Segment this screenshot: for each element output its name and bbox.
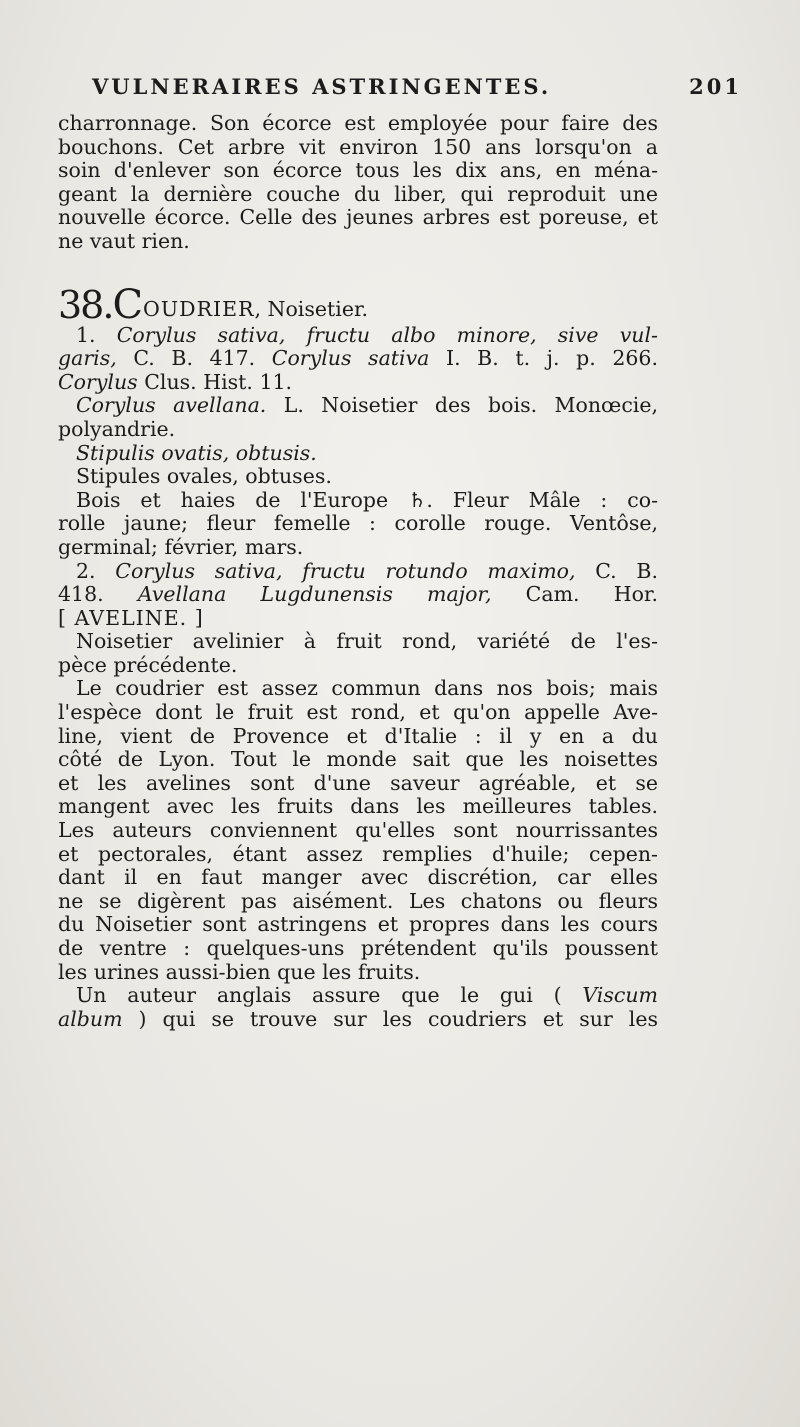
body-text	[58, 112, 658, 1031]
citation: C. B.	[575, 558, 658, 583]
text-span: ) qui se trouve sur les coudriers et sur les	[122, 1006, 658, 1031]
entry-number: 2.	[76, 558, 96, 583]
entry-line: rolle jaune; fleur femelle : corolle rouge. Ventôse,	[58, 511, 658, 536]
text-line: dant il en faut manger avec discrétion, car elles	[58, 865, 658, 890]
text-line: Les auteurs conviennent qu'elles sont nourrissantes	[58, 818, 658, 843]
citation: Clus. Hist. 11.	[137, 369, 293, 394]
text-line: bouchons. Cet arbre vit environ 150 ans lorsqu'on a	[58, 134, 658, 159]
text-line: nouvelle écorce. Celle des jeunes arbres est poreuse, et	[58, 205, 658, 230]
latin-name: garis,	[58, 346, 117, 371]
page-number: 201	[689, 74, 742, 99]
section-number: 38.	[58, 282, 113, 327]
entry-line: Bois et haies de l'Europe ♄. Fleur Mâle : co-	[76, 487, 658, 512]
entry-line	[58, 347, 658, 371]
entry-line	[58, 560, 658, 584]
text-line: les urines aussi-bien que les fruits.	[58, 959, 421, 984]
entry-line: germinal; février, mars.	[58, 534, 304, 559]
text-line: et les avelines sont d'une saveur agréable, et se	[58, 770, 658, 795]
section-name: OUDRIER	[143, 296, 255, 321]
text-line: line, vient de Provence et d'Italie : il y en a du	[58, 723, 658, 748]
section-initial: C	[112, 281, 144, 328]
text-line: Le coudrier est assez commun dans nos bois; mais	[76, 676, 658, 701]
latin-name: Corylus avellana.	[76, 393, 267, 418]
citation: 418.	[58, 582, 104, 607]
text-line: l'espèce dont le fruit est rond, et qu'on appelle Ave-	[58, 700, 658, 725]
text-line: geant la dernière couche du liber, qui reproduit une	[58, 181, 658, 206]
text-span: Un auteur anglais assure que le gui (	[76, 983, 583, 1008]
entry-line	[58, 583, 658, 607]
latin-name: Viscum	[582, 983, 658, 1008]
entry-line	[58, 394, 658, 418]
latin-name: Avellana Lugdunensis major,	[137, 582, 492, 607]
header-title: VULNERAIRES ASTRINGENTES.	[92, 74, 552, 99]
text-line: mangent avec les fruits dans les meilleures tables.	[58, 794, 658, 819]
running-header	[92, 70, 742, 106]
citation: I. B. t. j. p. 266.	[429, 346, 658, 371]
section-common-name: , Noisetier.	[254, 296, 369, 321]
latin-name: album	[58, 1006, 123, 1031]
entry-line: polyandrie.	[58, 416, 176, 441]
text-line: ne se digèrent pas aisément. Les chatons ou fleurs	[58, 888, 658, 913]
text-line: et pectorales, étant assez remplies d'huile; cepen-	[58, 841, 658, 866]
text-line: charronnage. Son écorce est employée pour faire des	[58, 111, 658, 135]
text-line	[58, 984, 658, 1008]
text-line	[58, 1008, 658, 1032]
citation: L. Noisetier des bois. Monœcie,	[266, 393, 659, 418]
text-line: pèce précédente.	[58, 652, 238, 677]
section-heading	[58, 274, 658, 328]
latin-name: Stipulis ovatis, obtusis.	[76, 440, 317, 465]
latin-name: Corylus sativa, fructu rotundo maximo,	[115, 558, 576, 583]
citation: C. B. 417.	[116, 346, 272, 371]
entry-line	[58, 324, 658, 348]
citation: Cam. Hor.	[491, 582, 658, 607]
latin-name: Corylus sativa	[271, 346, 430, 371]
latin-name: Corylus sativa, fructu albo minore, sive vul-	[116, 322, 658, 347]
entry-line: Stipules ovales, obtuses.	[76, 464, 332, 489]
variety-name: [ AVELINE. ]	[58, 605, 204, 630]
text-line: ne vaut rien.	[58, 228, 190, 253]
entry-line	[58, 442, 658, 466]
text-line: de ventre : quelques-uns prétendent qu'ils poussent	[58, 936, 658, 960]
text-line: soin d'enlever son écorce tous les dix ans, en ména-	[58, 158, 658, 183]
text-line: Noisetier avelinier à fruit rond, variété de l'es-	[76, 629, 658, 654]
entry-number: 1.	[76, 322, 96, 347]
text-line: du Noisetier sont astringens et propres dans les cours	[58, 912, 658, 937]
text-line: côté de Lyon. Tout le monde sait que les noisettes	[58, 747, 658, 772]
latin-name: Corylus	[58, 369, 138, 394]
entry-line	[58, 371, 658, 395]
